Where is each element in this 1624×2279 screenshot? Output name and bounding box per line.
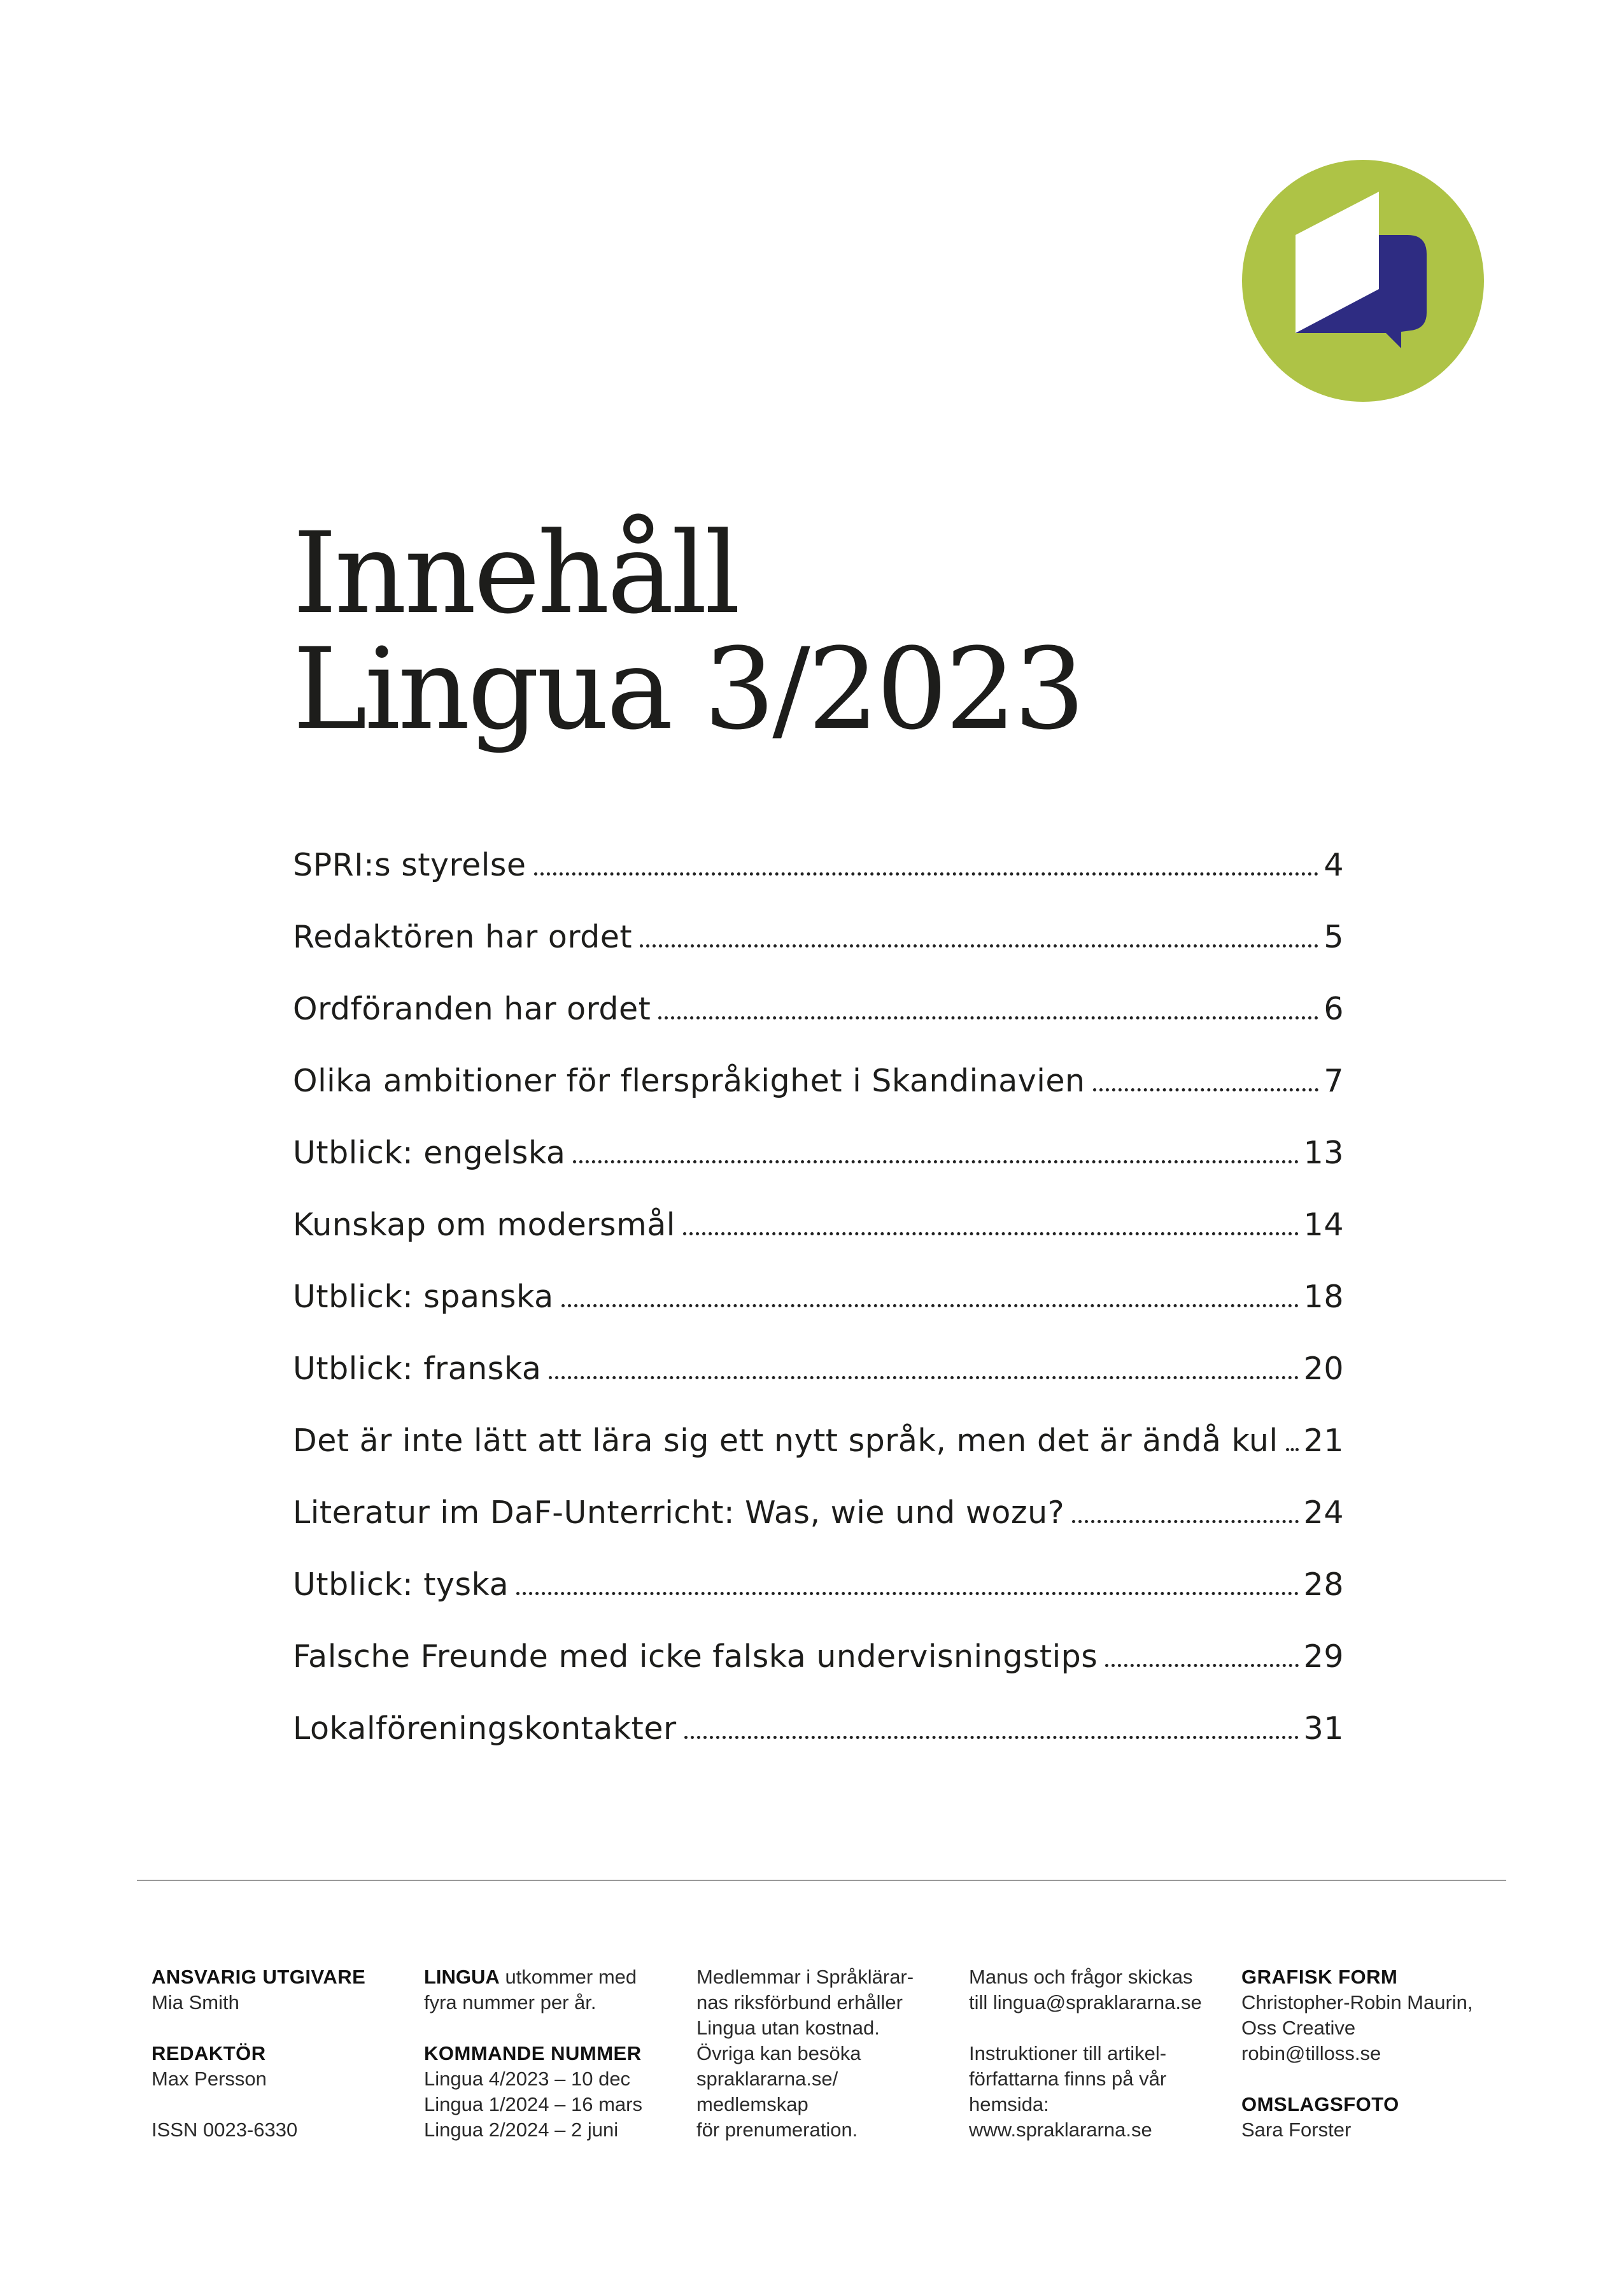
toc-entry[interactable] xyxy=(293,847,1344,919)
design-heading: GRAFISK FORM xyxy=(1241,1966,1398,1988)
photo-credit: Sara Forster xyxy=(1241,2119,1352,2141)
colophon-column-publisher xyxy=(152,1964,424,2143)
toc-entry-title: Utblick: spanska xyxy=(293,1279,554,1315)
toc-leader-dots xyxy=(1286,1448,1299,1451)
design-credit: Christopher-Robin Maurin, Oss Creative robin@tilloss.se xyxy=(1241,1991,1473,2064)
toc-entry-title: Redaktören har ordet xyxy=(293,919,633,955)
toc-entry[interactable] xyxy=(293,1279,1344,1351)
toc-leader-dots xyxy=(549,1376,1298,1379)
toc-entry-page: 5 xyxy=(1324,919,1344,955)
colophon-column-contact xyxy=(969,1964,1241,2143)
toc-leader-dots xyxy=(534,872,1319,876)
toc-leader-dots xyxy=(684,1736,1299,1739)
toc-entry[interactable] xyxy=(293,919,1344,991)
toc-entry-page: 6 xyxy=(1324,991,1344,1027)
speech-bubble-book-icon xyxy=(1242,160,1484,402)
toc-entry-page: 31 xyxy=(1303,1710,1344,1747)
toc-entry[interactable] xyxy=(293,1063,1344,1135)
divider xyxy=(137,1880,1506,1881)
toc-leader-dots xyxy=(1105,1664,1298,1667)
title-line-issue: Lingua 3/2023 xyxy=(293,624,1083,755)
toc-entry-title: Olika ambitioner för flerspråkighet i Skandinavien xyxy=(293,1063,1085,1099)
title-line-contents: Innehåll xyxy=(293,508,738,639)
toc-leader-dots xyxy=(573,1160,1298,1163)
lingua-frequency xyxy=(424,1964,696,2015)
editor-heading: REDAKTÖR xyxy=(152,2042,266,2064)
page-title xyxy=(293,508,1083,755)
upcoming-issues: Lingua 4/2023 – 10 dec Lingua 1/2024 – 16 mars Lingua 2/2024 – 2 juni xyxy=(424,2068,642,2141)
colophon xyxy=(152,1964,1514,2143)
toc-entry[interactable] xyxy=(293,991,1344,1063)
toc-entry-page: 29 xyxy=(1303,1638,1344,1675)
toc-entry-page: 21 xyxy=(1303,1423,1344,1459)
colophon-column-membership xyxy=(696,1964,969,2143)
toc-entry-page: 18 xyxy=(1303,1279,1344,1315)
toc-entry-title: Literatur im DaF-Unterricht: Was, wie und wozu? xyxy=(293,1494,1065,1531)
toc-entry-page: 20 xyxy=(1303,1351,1344,1387)
toc-leader-dots xyxy=(561,1304,1299,1307)
toc-entry-page: 24 xyxy=(1303,1494,1344,1531)
toc-leader-dots xyxy=(683,1232,1299,1235)
table-of-contents xyxy=(293,847,1344,1782)
toc-entry-title: Utblick: franska xyxy=(293,1351,542,1387)
toc-leader-dots xyxy=(1072,1520,1298,1523)
publisher-heading: ANSVARIG UTGIVARE xyxy=(152,1966,366,1988)
toc-entry-title: Falsche Freunde med icke falska undervisningstips xyxy=(293,1638,1098,1675)
manuscripts-text: Manus och frågor skickas till lingua@spraklararna.se xyxy=(969,1966,1202,2013)
toc-entry[interactable] xyxy=(293,1638,1344,1710)
toc-entry-title: Lokalföreningskontakter xyxy=(293,1710,677,1747)
toc-entry-title: Det är inte lätt att lära sig ett nytt språk, men det är ändå kul xyxy=(293,1423,1278,1459)
toc-entry-page: 4 xyxy=(1324,847,1344,883)
lingua-text: utkommer med fyra nummer per år. xyxy=(424,1966,637,2013)
lingua-heading: LINGUA xyxy=(424,1966,500,1988)
toc-entry[interactable] xyxy=(293,1135,1344,1207)
editor-name: Max Persson xyxy=(152,2068,267,2090)
toc-entry-title: Utblick: engelska xyxy=(293,1135,566,1171)
toc-entry[interactable] xyxy=(293,1710,1344,1782)
publisher-name: Mia Smith xyxy=(152,1991,239,2013)
toc-entry-page: 28 xyxy=(1303,1566,1344,1603)
upcoming-heading: KOMMANDE NUMMER xyxy=(424,2042,642,2064)
instructions-text: Instruktioner till artikel- författarna finns på vår hemsida: www.spraklararna.se xyxy=(969,2042,1167,2141)
toc-leader-dots xyxy=(640,944,1318,948)
toc-leader-dots xyxy=(1093,1088,1319,1091)
toc-entry[interactable] xyxy=(293,1351,1344,1423)
toc-entry-title: SPRI:s styrelse xyxy=(293,847,526,883)
issn: ISSN 0023-6330 xyxy=(152,2119,298,2141)
toc-entry-title: Ordföranden har ordet xyxy=(293,991,651,1027)
toc-entry-title: Kunskap om modersmål xyxy=(293,1207,675,1243)
photo-heading: OMSLAGSFOTO xyxy=(1241,2093,1399,2115)
colophon-column-credits xyxy=(1241,1964,1514,2143)
toc-entry[interactable] xyxy=(293,1207,1344,1279)
membership-text: Medlemmar i Språklärar- nas riksförbund erhåller Lingua utan kostnad. Övriga kan besöka spraklararna.se/ medlemskap för prenumeration. xyxy=(696,1966,914,2141)
toc-entry-page: 13 xyxy=(1303,1135,1344,1171)
toc-entry[interactable] xyxy=(293,1423,1344,1494)
colophon-column-issues xyxy=(424,1964,696,2143)
toc-leader-dots xyxy=(516,1592,1299,1595)
toc-entry-title: Utblick: tyska xyxy=(293,1566,509,1603)
toc-entry-page: 7 xyxy=(1324,1063,1344,1099)
toc-entry[interactable] xyxy=(293,1494,1344,1566)
toc-entry[interactable] xyxy=(293,1566,1344,1638)
toc-leader-dots xyxy=(658,1016,1318,1019)
toc-entry-page: 14 xyxy=(1303,1207,1344,1243)
